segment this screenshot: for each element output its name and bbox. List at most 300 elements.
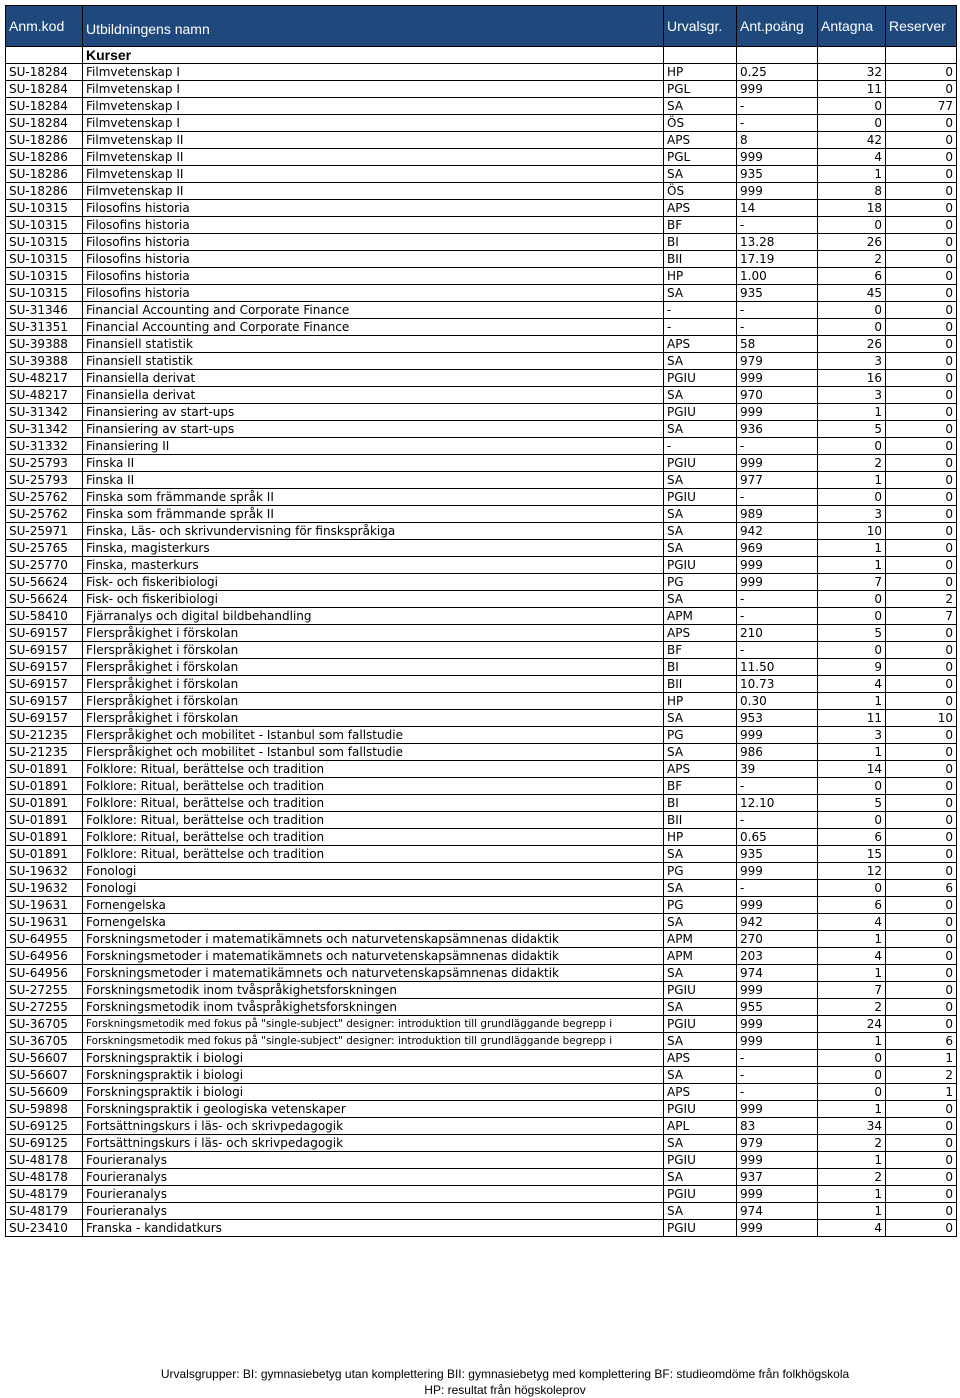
cell-code: SU-25762: [6, 489, 83, 506]
table-row: [6, 251, 957, 268]
cell-points: 999: [737, 81, 818, 98]
cell-points: 8: [737, 132, 818, 149]
cell-name: Finansiering av start-ups: [83, 421, 664, 438]
cell-admitted: 14: [818, 761, 886, 778]
cell-group: APL: [664, 1118, 737, 1135]
cell-points: 270: [737, 931, 818, 948]
cell-name: Filmvetenskap I: [83, 64, 664, 81]
cell-code: SU-31332: [6, 438, 83, 455]
cell-name: Forskningsmetoder i matematikämnets och naturvetenskapsämnenas didaktik: [83, 965, 664, 982]
cell-points: 1.00: [737, 268, 818, 285]
cell-code: SU-19631: [6, 914, 83, 931]
cell-reserves: 0: [886, 353, 957, 370]
table-row: [6, 965, 957, 982]
cell-admitted: 2: [818, 455, 886, 472]
cell-admitted: 2: [818, 999, 886, 1016]
header-admitted: Antagna: [818, 6, 886, 47]
cell-name: Fisk- och fiskeribiologi: [83, 591, 664, 608]
table-row: [6, 455, 957, 472]
cell-name: Fourieranalys: [83, 1203, 664, 1220]
cell-reserves: 0: [886, 506, 957, 523]
table-row: [6, 642, 957, 659]
header-points: Ant.poäng: [737, 6, 818, 47]
cell-reserves: 0: [886, 149, 957, 166]
cell-admitted: 3: [818, 387, 886, 404]
cell-reserves: 0: [886, 1135, 957, 1152]
cell-admitted: 4: [818, 948, 886, 965]
cell-code: SU-69157: [6, 625, 83, 642]
cell-reserves: 0: [886, 166, 957, 183]
cell-code: SU-25762: [6, 506, 83, 523]
cell-code: SU-10315: [6, 251, 83, 268]
cell-code: SU-69157: [6, 676, 83, 693]
cell-name: Forskningsmetoder i matematikämnets och naturvetenskapsämnenas didaktik: [83, 931, 664, 948]
cell-reserves: 0: [886, 1203, 957, 1220]
cell-name: Financial Accounting and Corporate Finance: [83, 302, 664, 319]
cell-reserves: 0: [886, 829, 957, 846]
cell-admitted: 10: [818, 523, 886, 540]
cell-name: Fjärranalys och digital bildbehandling: [83, 608, 664, 625]
cell-code: SU-25793: [6, 472, 83, 489]
cell-reserves: 0: [886, 727, 957, 744]
table-row: [6, 914, 957, 931]
cell-group: SA: [664, 98, 737, 115]
cell-admitted: 32: [818, 64, 886, 81]
cell-admitted: 1: [818, 166, 886, 183]
cell-name: Flerspråkighet i förskolan: [83, 659, 664, 676]
cell-reserves: 0: [886, 557, 957, 574]
cell-points: 999: [737, 149, 818, 166]
cell-code: SU-58410: [6, 608, 83, 625]
cell-points: 999: [737, 183, 818, 200]
cell-reserves: 0: [886, 268, 957, 285]
cell-reserves: 0: [886, 982, 957, 999]
cell-reserves: 0: [886, 523, 957, 540]
cell-code: SU-01891: [6, 795, 83, 812]
cell-name: Fourieranalys: [83, 1169, 664, 1186]
table-row: [6, 744, 957, 761]
cell-group: BII: [664, 812, 737, 829]
cell-reserves: 0: [886, 999, 957, 1016]
cell-reserves: 7: [886, 608, 957, 625]
cell-admitted: 0: [818, 591, 886, 608]
cell-group: SA: [664, 1033, 737, 1050]
cell-code: SU-69157: [6, 659, 83, 676]
cell-name: Filmvetenskap II: [83, 183, 664, 200]
cell-admitted: 12: [818, 863, 886, 880]
table-row: [6, 115, 957, 132]
cell-code: SU-39388: [6, 353, 83, 370]
table-row: [6, 982, 957, 999]
table-row: [6, 1016, 957, 1033]
cell-name: Flerspråkighet i förskolan: [83, 625, 664, 642]
cell-name: Flerspråkighet och mobilitet - Istanbul som fallstudie: [83, 727, 664, 744]
cell-points: -: [737, 319, 818, 336]
cell-group: APS: [664, 200, 737, 217]
cell-reserves: 0: [886, 812, 957, 829]
cell-reserves: 1: [886, 1050, 957, 1067]
cell-code: SU-31342: [6, 404, 83, 421]
cell-group: SA: [664, 999, 737, 1016]
cell-points: 935: [737, 166, 818, 183]
cell-group: SA: [664, 1203, 737, 1220]
cell-name: Folklore: Ritual, berättelse och tradition: [83, 812, 664, 829]
cell-group: HP: [664, 268, 737, 285]
cell-code: SU-10315: [6, 285, 83, 302]
table-row: [6, 846, 957, 863]
cell-admitted: 0: [818, 642, 886, 659]
cell-reserves: 0: [886, 132, 957, 149]
cell-code: SU-56607: [6, 1067, 83, 1084]
cell-name: Filmvetenskap II: [83, 132, 664, 149]
cell-code: SU-01891: [6, 812, 83, 829]
cell-name: Folklore: Ritual, berättelse och tradition: [83, 829, 664, 846]
cell-reserves: 2: [886, 591, 957, 608]
cell-group: APS: [664, 336, 737, 353]
cell-admitted: 1: [818, 744, 886, 761]
cell-points: 979: [737, 353, 818, 370]
cell-points: 0.25: [737, 64, 818, 81]
cell-admitted: 1: [818, 1101, 886, 1118]
cell-group: ÖS: [664, 183, 737, 200]
cell-code: SU-18286: [6, 183, 83, 200]
table-row: [6, 829, 957, 846]
cell-admitted: 1: [818, 931, 886, 948]
cell-reserves: 0: [886, 778, 957, 795]
table-row: [6, 1220, 957, 1237]
cell-group: ÖS: [664, 115, 737, 132]
cell-points: -: [737, 812, 818, 829]
cell-admitted: 5: [818, 625, 886, 642]
cell-code: SU-23410: [6, 1220, 83, 1237]
cell-code: SU-21235: [6, 744, 83, 761]
cell-group: APS: [664, 625, 737, 642]
cell-admitted: 7: [818, 982, 886, 999]
table-row: [6, 863, 957, 880]
cell-reserves: 6: [886, 1033, 957, 1050]
cell-admitted: 5: [818, 421, 886, 438]
cell-admitted: 0: [818, 812, 886, 829]
cell-reserves: 0: [886, 863, 957, 880]
cell-reserves: 0: [886, 761, 957, 778]
cell-name: Folklore: Ritual, berättelse och tradition: [83, 795, 664, 812]
cell-group: PGIU: [664, 455, 737, 472]
cell-group: SA: [664, 744, 737, 761]
cell-code: SU-19632: [6, 863, 83, 880]
table-row: [6, 948, 957, 965]
table-row: [6, 1033, 957, 1050]
cell-points: 999: [737, 574, 818, 591]
cell-points: 999: [737, 727, 818, 744]
cell-points: 999: [737, 863, 818, 880]
cell-name: Finska, Läs- och skrivundervisning för finskspråkiga: [83, 523, 664, 540]
cell-reserves: 0: [886, 302, 957, 319]
cell-reserves: 77: [886, 98, 957, 115]
cell-name: Flerspråkighet i förskolan: [83, 710, 664, 727]
cell-points: 935: [737, 846, 818, 863]
cell-name: Fourieranalys: [83, 1186, 664, 1203]
cell-code: SU-25765: [6, 540, 83, 557]
cell-code: SU-31346: [6, 302, 83, 319]
cell-name: Finska II: [83, 455, 664, 472]
cell-code: SU-48178: [6, 1169, 83, 1186]
header-row: [6, 6, 957, 47]
cell-admitted: 18: [818, 200, 886, 217]
table-row: [6, 217, 957, 234]
cell-group: HP: [664, 829, 737, 846]
cell-admitted: 6: [818, 829, 886, 846]
cell-points: -: [737, 591, 818, 608]
table-row: [6, 302, 957, 319]
cell-admitted: 6: [818, 897, 886, 914]
cell-name: Flerspråkighet i förskolan: [83, 693, 664, 710]
cell-group: SA: [664, 387, 737, 404]
cell-group: SA: [664, 285, 737, 302]
cell-code: SU-01891: [6, 846, 83, 863]
cell-admitted: 26: [818, 234, 886, 251]
table-row: [6, 1135, 957, 1152]
table-row: [6, 81, 957, 98]
cell-group: PG: [664, 897, 737, 914]
cell-reserves: 0: [886, 795, 957, 812]
cell-points: 13.28: [737, 234, 818, 251]
cell-group: PGIU: [664, 404, 737, 421]
cell-points: -: [737, 438, 818, 455]
table-row: [6, 608, 957, 625]
cell-name: Flerspråkighet i förskolan: [83, 642, 664, 659]
cell-reserves: 0: [886, 1220, 957, 1237]
cell-admitted: 1: [818, 472, 886, 489]
cell-name: Finska som främmande språk II: [83, 489, 664, 506]
cell-admitted: 4: [818, 914, 886, 931]
cell-name: Forskningspraktik i biologi: [83, 1050, 664, 1067]
cell-points: 210: [737, 625, 818, 642]
cell-admitted: 0: [818, 1084, 886, 1101]
cell-code: SU-31351: [6, 319, 83, 336]
cell-group: SA: [664, 880, 737, 897]
cell-code: SU-36705: [6, 1016, 83, 1033]
cell-reserves: 0: [886, 1101, 957, 1118]
table-row: [6, 1101, 957, 1118]
cell-group: PGL: [664, 81, 737, 98]
table-row: [6, 795, 957, 812]
cell-admitted: 11: [818, 710, 886, 727]
cell-group: SA: [664, 914, 737, 931]
table-row: [6, 387, 957, 404]
cell-points: -: [737, 489, 818, 506]
cell-points: 974: [737, 1203, 818, 1220]
cell-reserves: 1: [886, 1084, 957, 1101]
table-row: [6, 557, 957, 574]
cell-group: APS: [664, 132, 737, 149]
cell-name: Flerspråkighet och mobilitet - Istanbul som fallstudie: [83, 744, 664, 761]
cell-name: Finansiella derivat: [83, 387, 664, 404]
cell-code: SU-48179: [6, 1203, 83, 1220]
cell-code: SU-10315: [6, 217, 83, 234]
table-row: [6, 676, 957, 693]
cell-admitted: 15: [818, 846, 886, 863]
cell-group: PGIU: [664, 1186, 737, 1203]
cell-group: BF: [664, 778, 737, 795]
table-row: [6, 64, 957, 81]
cell-points: 12.10: [737, 795, 818, 812]
cell-name: Filosofins historia: [83, 251, 664, 268]
cell-reserves: 0: [886, 81, 957, 98]
cell-reserves: 0: [886, 931, 957, 948]
cell-code: SU-48179: [6, 1186, 83, 1203]
cell-name: Folklore: Ritual, berättelse och tradition: [83, 778, 664, 795]
table-row: [6, 710, 957, 727]
table-row: [6, 540, 957, 557]
cell-name: Filosofins historia: [83, 268, 664, 285]
cell-points: 935: [737, 285, 818, 302]
cell-admitted: 0: [818, 1050, 886, 1067]
table-row: [6, 812, 957, 829]
cell-admitted: 0: [818, 438, 886, 455]
cell-name: Forskningsmetodik med fokus på "single-subject" designer: introduktion till grundläggande begrepp i: [83, 1033, 664, 1050]
cell-name: Forskningsmetoder i matematikämnets och naturvetenskapsämnenas didaktik: [83, 948, 664, 965]
cell-code: SU-56624: [6, 591, 83, 608]
cell-code: SU-64956: [6, 965, 83, 982]
footer-legend-line-1: Urvalsgrupper: BI: gymnasiebetyg utan komplettering BII: gymnasiebetyg med komplettering BF: studieomdöme från folkhögskola: [160, 1367, 850, 1381]
cell-code: SU-64955: [6, 931, 83, 948]
cell-code: SU-18286: [6, 132, 83, 149]
cell-points: 989: [737, 506, 818, 523]
cell-points: 999: [737, 1220, 818, 1237]
table-row: [6, 880, 957, 897]
cell-name: Fisk- och fiskeribiologi: [83, 574, 664, 591]
cell-admitted: 0: [818, 98, 886, 115]
cell-code: SU-39388: [6, 336, 83, 353]
cell-admitted: 0: [818, 608, 886, 625]
cell-code: SU-10315: [6, 234, 83, 251]
cell-points: 955: [737, 999, 818, 1016]
cell-reserves: 0: [886, 438, 957, 455]
cell-admitted: 1: [818, 404, 886, 421]
table-row: [6, 1169, 957, 1186]
cell-name: Fortsättningskurs i läs- och skrivpedagogik: [83, 1118, 664, 1135]
cell-group: SA: [664, 166, 737, 183]
cell-group: PG: [664, 574, 737, 591]
cell-points: 999: [737, 1152, 818, 1169]
cell-code: SU-10315: [6, 200, 83, 217]
cell-reserves: 0: [886, 642, 957, 659]
cell-group: SA: [664, 1135, 737, 1152]
cell-admitted: 42: [818, 132, 886, 149]
cell-code: SU-18286: [6, 166, 83, 183]
cell-points: 14: [737, 200, 818, 217]
cell-points: 0.30: [737, 693, 818, 710]
cell-reserves: 0: [886, 404, 957, 421]
cell-group: BF: [664, 642, 737, 659]
cell-group: SA: [664, 472, 737, 489]
cell-group: BII: [664, 676, 737, 693]
cell-name: Finansiell statistik: [83, 353, 664, 370]
cell-points: 942: [737, 523, 818, 540]
cell-name: Finska II: [83, 472, 664, 489]
cell-name: Filosofins historia: [83, 217, 664, 234]
cell-points: 999: [737, 455, 818, 472]
cell-points: 953: [737, 710, 818, 727]
cell-code: SU-25793: [6, 455, 83, 472]
cell-reserves: 0: [886, 472, 957, 489]
cell-group: SA: [664, 591, 737, 608]
cell-name: Filosofins historia: [83, 285, 664, 302]
cell-points: 0.65: [737, 829, 818, 846]
cell-points: -: [737, 98, 818, 115]
cell-group: PG: [664, 863, 737, 880]
cell-admitted: 1: [818, 557, 886, 574]
cell-reserves: 0: [886, 1118, 957, 1135]
cell-admitted: 0: [818, 319, 886, 336]
cell-name: Forskningspraktik i biologi: [83, 1084, 664, 1101]
cell-admitted: 1: [818, 693, 886, 710]
table-row: [6, 200, 957, 217]
cell-reserves: 0: [886, 948, 957, 965]
cell-points: 942: [737, 914, 818, 931]
cell-code: SU-01891: [6, 778, 83, 795]
table-row: [6, 506, 957, 523]
cell-reserves: 0: [886, 115, 957, 132]
cell-group: -: [664, 438, 737, 455]
cell-reserves: 10: [886, 710, 957, 727]
cell-reserves: 0: [886, 421, 957, 438]
table-row: [6, 1118, 957, 1135]
cell-reserves: 0: [886, 914, 957, 931]
cell-group: BII: [664, 251, 737, 268]
cell-group: APS: [664, 1084, 737, 1101]
cell-points: -: [737, 1050, 818, 1067]
table-row: [6, 472, 957, 489]
cell-points: 203: [737, 948, 818, 965]
cell-code: SU-36705: [6, 1033, 83, 1050]
cell-points: -: [737, 642, 818, 659]
cell-name: Finansiering av start-ups: [83, 404, 664, 421]
cell-group: SA: [664, 540, 737, 557]
cell-admitted: 6: [818, 268, 886, 285]
header-group: Urvalsgr.: [664, 6, 737, 47]
cell-reserves: 0: [886, 370, 957, 387]
cell-points: -: [737, 115, 818, 132]
cell-admitted: 8: [818, 183, 886, 200]
cell-admitted: 45: [818, 285, 886, 302]
cell-points: -: [737, 1084, 818, 1101]
cell-group: APM: [664, 931, 737, 948]
table-row: [6, 149, 957, 166]
table-row: [6, 132, 957, 149]
cell-reserves: 0: [886, 846, 957, 863]
cell-name: Filmvetenskap I: [83, 115, 664, 132]
cell-admitted: 0: [818, 778, 886, 795]
cell-code: SU-18286: [6, 149, 83, 166]
cell-code: SU-69157: [6, 642, 83, 659]
table-row: [6, 931, 957, 948]
cell-name: Fonologi: [83, 863, 664, 880]
cell-admitted: 1: [818, 1152, 886, 1169]
cell-name: Finska, magisterkurs: [83, 540, 664, 557]
cell-admitted: 0: [818, 115, 886, 132]
cell-reserves: 0: [886, 676, 957, 693]
cell-points: 937: [737, 1169, 818, 1186]
cell-admitted: 4: [818, 676, 886, 693]
cell-code: SU-69157: [6, 710, 83, 727]
cell-reserves: 0: [886, 574, 957, 591]
cell-group: SA: [664, 353, 737, 370]
cell-name: Forskningspraktik i geologiska vetenskaper: [83, 1101, 664, 1118]
cell-name: Fortsättningskurs i läs- och skrivpedagogik: [83, 1135, 664, 1152]
cell-points: -: [737, 302, 818, 319]
cell-group: APM: [664, 608, 737, 625]
